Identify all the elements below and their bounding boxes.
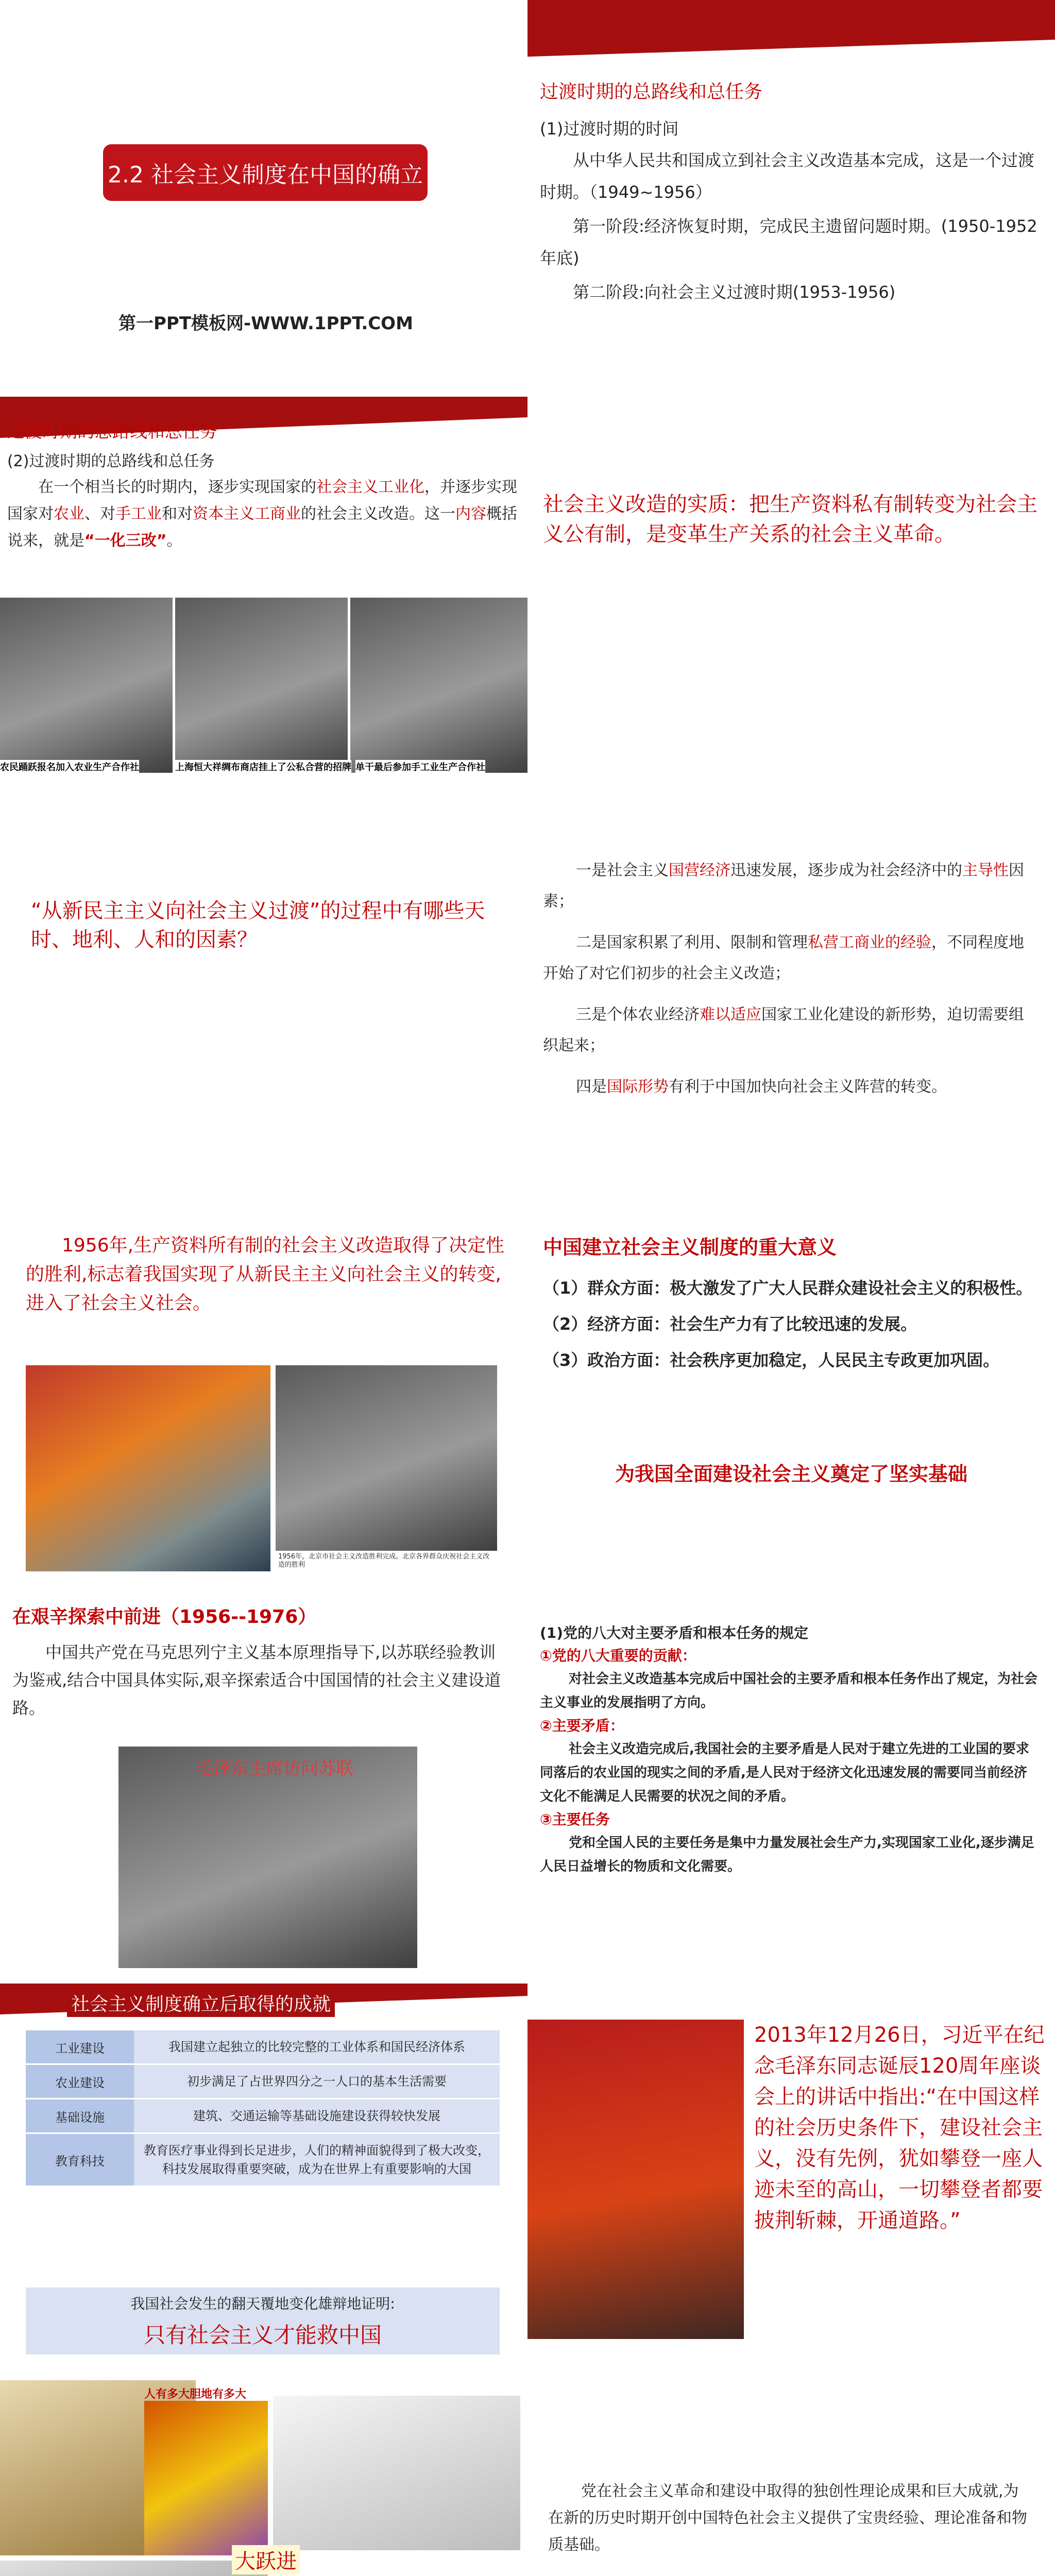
- achievement-field: 基础设施: [26, 2099, 134, 2133]
- achievement-field: 工业建设: [26, 2030, 134, 2064]
- template-credit: 第一PPT模板网-WWW.1PPT.COM: [118, 313, 413, 334]
- photo-beijing-celebration: [276, 1365, 497, 1551]
- achievement-table: [26, 2029, 500, 2185]
- general-line-text: 在一个相当长的时期内，逐步实现国家的社会主义工业化，并逐步实现国家对农业、对手工业和对资本主义工商业的社会主义改造。这一内容概括说来，就是“一化三改”。: [7, 478, 517, 550]
- poster-celebration: [26, 1365, 270, 1571]
- achievement-content: 教育医疗事业得到长足进步，人们的精神面貌得到了极大改变，科技发展取得重要突破，成为在世界上有重要影响的大国: [144, 2143, 490, 2176]
- slide-great-leap: [0, 2380, 528, 2576]
- section-heading: 过渡时期的总路线和总任务: [540, 81, 763, 103]
- slide-transition-period: [528, 0, 1055, 397]
- photo-cooperative: [0, 598, 173, 773]
- factor-1: 一是社会主义国营经济迅速发展，逐步成为社会经济中的主导性因素；: [543, 861, 1024, 910]
- slide-question: [0, 793, 528, 1190]
- line-1: (1)过渡时期的时间: [540, 119, 679, 139]
- caption-1: 农民踊跃报名加入农业生产合作社: [0, 760, 139, 773]
- slide-essence: [528, 397, 1055, 793]
- photo-handicraft: [350, 598, 528, 773]
- slide-title-text: 2.2 社会主义制度在中国的确立: [108, 162, 423, 188]
- slide-general-line: [0, 397, 528, 793]
- photo-joint-venture: [175, 598, 348, 773]
- photo-speech: [528, 2020, 744, 2339]
- factor-4: 四是国际形势有利于中国加快向社会主义阵营的转变。: [576, 1078, 947, 1096]
- line-3: 第一阶段:经济恢复时期，完成民主遗留问题时期。(1950-1952年底): [540, 216, 1037, 268]
- achievement-row: [26, 2099, 500, 2133]
- section-heading: 在艰辛探索中前进（1956--1976）: [12, 1606, 317, 1628]
- section-heading: 过渡时期的总路线和总任务: [7, 421, 217, 442]
- photo-caption: 1956年，北京市社会主义改造胜利完成。北京各界群众庆祝社会主义改造的胜利: [278, 1553, 490, 1569]
- slide-1956: [0, 1190, 528, 1587]
- slide-title: [0, 0, 528, 397]
- item-3: （3）政治方面：社会秩序更加稳定，人民民主专政更加巩固。: [543, 1350, 1000, 1370]
- conclusion: 为我国全面建设社会主义奠定了坚实基础: [615, 1463, 967, 1485]
- achievement-row: [26, 2133, 500, 2186]
- section-heading: 社会主义制度确立后取得的成就: [67, 1989, 335, 2017]
- question-text: “从新民主主义向社会主义过渡”的过程中有哪些天时、地利、人和的因素？: [31, 899, 485, 952]
- achievement-field: 教育科技: [26, 2133, 134, 2186]
- achievement-content: 初步满足了占世界四分之一人口的基本生活需要: [187, 2074, 447, 2089]
- poster-farmers: [144, 2401, 268, 2555]
- section-2-head: ②主要矛盾：: [540, 1717, 624, 1734]
- cartoon-crowd: [0, 2561, 268, 2576]
- poster-slogan: 人有多大胆地有多大: [144, 2388, 247, 2401]
- caption-3: 单干最后参加手工业生产合作社: [355, 760, 485, 773]
- achievement-table-body: [26, 2030, 500, 2186]
- photo-title: 毛泽东主席访问苏联: [196, 1758, 353, 1779]
- section-2-text: 社会主义改造完成后,我国社会的主要矛盾是人民对于建立先进的工业国的要求同落后的农业国的现实之间的矛盾,是人民对于经济文化迅速发展的需要同当前经济文化不能满足人民需要的状况之间的矛盾。: [540, 1741, 1029, 1804]
- achievement-row: [26, 2064, 500, 2099]
- exploration-text: 中国共产党在马克思列宁主义基本原理指导下,以苏联经验教训为鉴戒,结合中国具体实际,艰辛探索适合中国国情的社会主义建设道路。: [12, 1642, 501, 1718]
- slide-exploration: [0, 1587, 528, 1984]
- factor-3: 三是个体农业经济难以适应国家工业化建设的新形势，迫切需要组织起来；: [543, 1006, 1024, 1055]
- meaning-text: 党在社会主义革命和建设中取得的独创性理论成果和巨大成就,为在新的历史时期开创中国特色社会主义提供了宝贵经验、理论准备和物质基础。: [548, 2482, 1027, 2554]
- victory-text: 1956年,生产资料所有制的社会主义改造取得了决定性的胜利,标志着我国实现了从新民主主义向社会主义的转变,进入了社会主义社会。: [26, 1235, 505, 1314]
- section-3-head: ③主要任务: [540, 1811, 610, 1828]
- section-heading: 中国建立社会主义制度的重大意义: [543, 1236, 837, 1259]
- achievement-row: [26, 2030, 500, 2064]
- quote-block: 2013年12月26日，习近平在纪念毛泽东同志诞辰120周年座谈会上的讲话中指出:“在中国这样的社会历史条件下，建设社会主义，没有先例，犹如攀登一座人迹未至的高山，一切攀登者都要披荆斩棘，开通道路。”: [754, 2023, 1045, 2232]
- label-great-leap: 大跃进: [232, 2545, 300, 2574]
- photo-mao-soviet: [118, 1747, 417, 1968]
- factor-2: 二是国家积累了利用、限制和管理私营工商业的经验，不同程度地开始了对它们初步的社会主义改造；: [543, 934, 1024, 982]
- congress-title: (1)党的八大对主要矛盾和根本任务的规定: [540, 1624, 809, 1641]
- achievement-content: 我国建立起独立的比较完整的工业体系和国民经济体系: [168, 2040, 465, 2054]
- transition-text: [540, 113, 1040, 308]
- congress-sections: [540, 1645, 1040, 1878]
- slide-factors: [528, 793, 1055, 1190]
- top-red-band: [528, 0, 1055, 57]
- section-1-head: ①党的八大重要的贡献：: [540, 1647, 696, 1664]
- slide-achievement-meaning: [528, 2380, 1055, 2576]
- achievement-content: 建筑、交通运输等基础设施建设获得较快发展: [193, 2109, 440, 2123]
- conclusion: 只有社会主义才能救中国: [26, 2318, 500, 2354]
- essence-text: 社会主义改造的实质：把生产资料私有制转变为社会主义公有制，是变革生产关系的社会主义革命。: [543, 493, 1037, 546]
- slide-significance: [528, 1190, 1055, 1587]
- significance-list: [543, 1273, 1037, 1376]
- achievement-field: 农业建设: [26, 2064, 134, 2099]
- factor-list: [543, 855, 1037, 1103]
- section-1-text: 对社会主义改造基本完成后中国社会的主要矛盾和根本任务作出了规定，为社会主义事业的发展指明了方向。: [540, 1671, 1038, 1710]
- item-1: （1）群众方面：极大激发了广大人民群众建设社会主义的积极性。: [543, 1278, 1033, 1298]
- line-2: 从中华人民共和国成立到社会主义改造基本完成，这是一个过渡时期。（1949~1956）: [540, 150, 1035, 202]
- slide-xi-quote: [528, 1984, 1055, 2380]
- sub-heading: (2)过渡时期的总路线和总任务: [7, 452, 215, 470]
- slide-eighth-congress: [528, 1587, 1055, 1984]
- slide-achievements: [0, 1984, 528, 2380]
- line-4: 第二阶段:向社会主义过渡时期(1953-1956): [573, 282, 896, 302]
- title-banner: [103, 144, 428, 201]
- caption-2: 上海恒大祥绸布商店挂上了公私合营的招牌: [175, 760, 351, 773]
- section-3-text: 党和全国人民的主要任务是集中力量发展社会生产力,实现国家工业化,逐步满足人民日益增长的物质和文化需要。: [540, 1835, 1034, 1874]
- item-2: （2）经济方面：社会生产力有了比较迅速的发展。: [543, 1314, 917, 1334]
- cartoon-pig: [273, 2396, 520, 2550]
- table-footer-note: 我国社会发生的翻天覆地变化雄辩地证明:: [26, 2287, 500, 2318]
